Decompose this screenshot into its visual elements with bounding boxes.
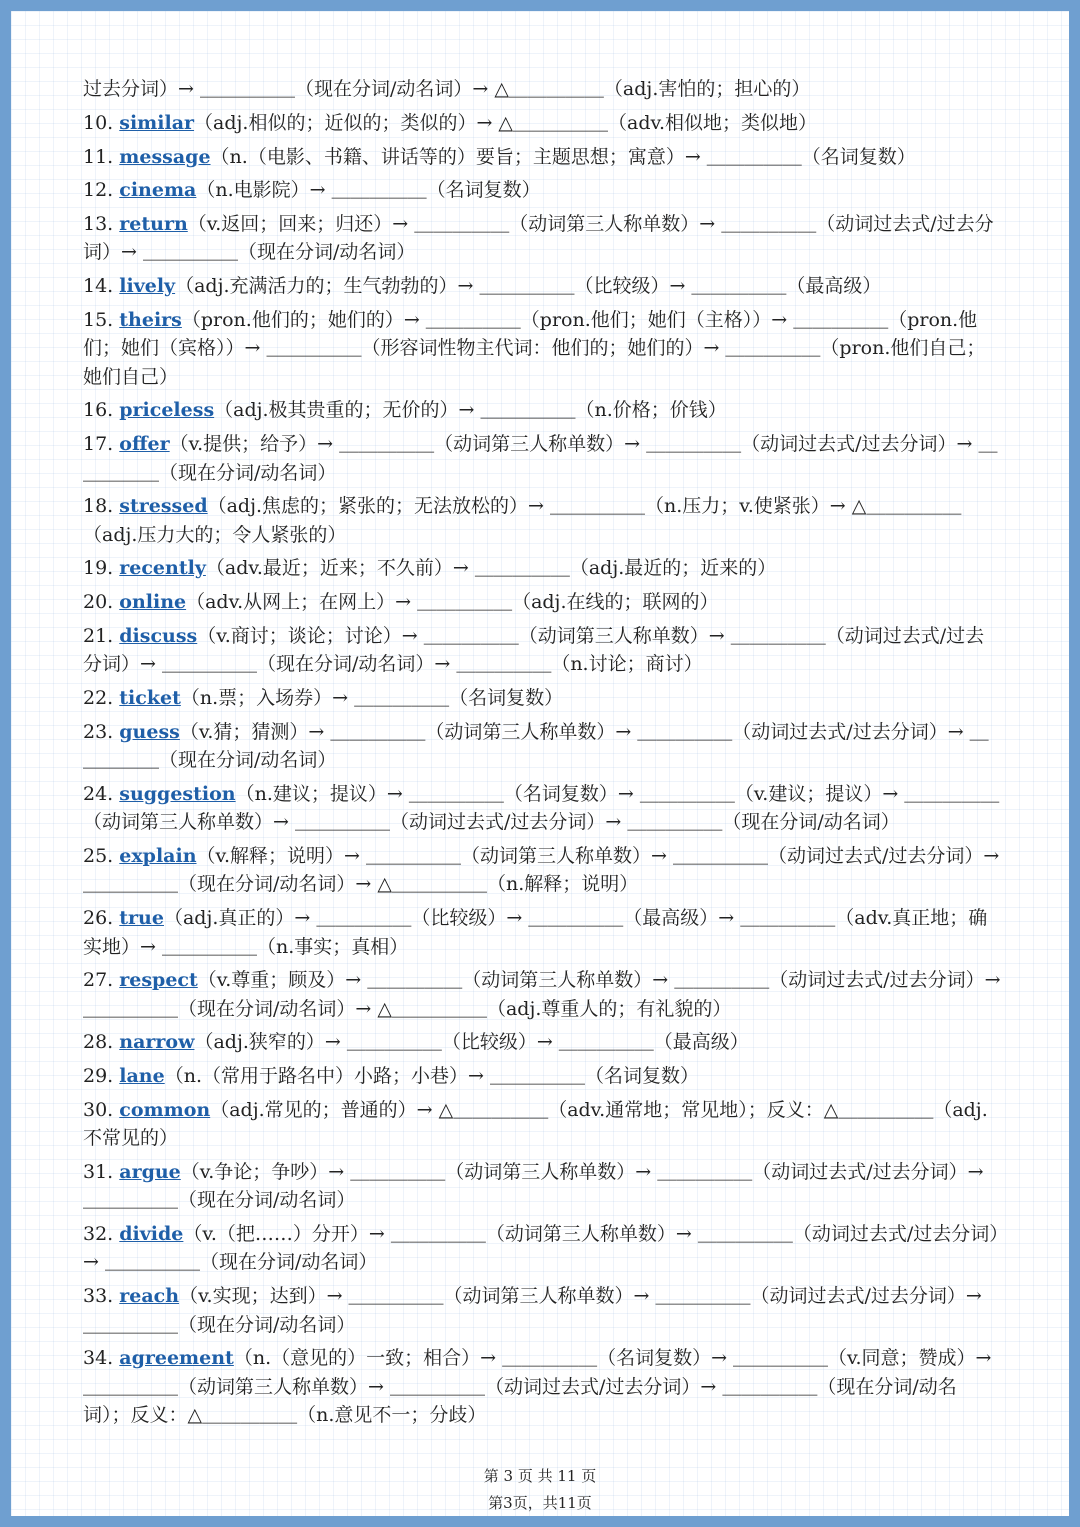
- headword: lane: [119, 1065, 165, 1088]
- entry-number: 13.: [83, 213, 114, 236]
- entry-definition: （pron.他们的；她们的）→ ＿＿＿＿＿（pron.他们；她们（主格））→ ＿＿＿＿＿（pron.他们；她们（宾格））→ ＿＿＿＿＿（形容词性物主代词：他们的；她们的）→ ＿＿＿＿＿（pron.他们自己；她们自己）: [83, 309, 986, 388]
- vocab-entry: [83, 430, 1003, 487]
- entry-definition: （v.猜；猜测）→ ＿＿＿＿＿（动词第三人称单数）→ ＿＿＿＿＿（动词过去式/过去分词）→ ＿＿＿＿＿（现在分词/动名词）: [83, 720, 989, 772]
- entry-definition: （n.票；入场券）→ ＿＿＿＿＿（名词复数）: [180, 687, 564, 710]
- entry-number: 31.: [83, 1161, 114, 1184]
- headword: agreement: [119, 1347, 234, 1370]
- entry-number: 27.: [83, 969, 114, 992]
- headword: theirs: [119, 309, 182, 332]
- headword: similar: [119, 111, 195, 134]
- headword: recently: [119, 557, 206, 580]
- vocab-entry: [83, 210, 1003, 267]
- vocab-entry: [83, 1028, 1003, 1056]
- entry-number: 15.: [83, 309, 114, 332]
- headword: respect: [119, 969, 198, 992]
- word-list: [83, 75, 1003, 1435]
- headword: message: [119, 145, 211, 168]
- headword: lively: [119, 275, 176, 298]
- entry-definition: （adv.从网上；在网上）→ ＿＿＿＿＿（adj.在线的；联网的）: [186, 591, 719, 614]
- entry-definition: （n.（电影、书籍、讲话等的）要旨；主题思想；寓意）→ ＿＿＿＿＿（名词复数）: [210, 145, 916, 168]
- entry-number: 34.: [83, 1347, 114, 1370]
- entry-number: 14.: [83, 275, 114, 298]
- entry-definition: （v.（把……）分开）→ ＿＿＿＿＿（动词第三人称单数）→ ＿＿＿＿＿（动词过去式/过去分词）→ ＿＿＿＿＿（现在分词/动名词）: [83, 1223, 999, 1274]
- entry-definition: （adv.最近；近来；不久前）→ ＿＿＿＿＿（adj.最近的；近来的）: [205, 557, 777, 580]
- entry-definition: （v.解释；说明）→ ＿＿＿＿＿（动词第三人称单数）→ ＿＿＿＿＿（动词过去式/过去分词）→ ＿＿＿＿＿（现在分词/动名词）→ △＿＿＿＿＿（n.解释；说明）: [83, 845, 1000, 896]
- vocab-entry: [83, 306, 1003, 391]
- headword: priceless: [119, 399, 215, 422]
- entry-definition: （adj.极其贵重的；无价的）→ ＿＿＿＿＿（n.价格；价钱）: [214, 399, 727, 422]
- entry-number: 19.: [83, 557, 114, 580]
- vocab-entry: [83, 1158, 1003, 1215]
- vocab-entry: [83, 1062, 1003, 1090]
- headword: argue: [119, 1161, 181, 1184]
- vocab-entry: [83, 718, 1003, 775]
- entry-number: 29.: [83, 1065, 114, 1088]
- entry-number: 32.: [83, 1223, 114, 1246]
- entry-definition: （v.尊重；顾及）→ ＿＿＿＿＿（动词第三人称单数）→ ＿＿＿＿＿（动词过去式/过去分词）→ ＿＿＿＿＿（现在分词/动名词）→ △＿＿＿＿＿（adj.尊重人的；有礼貌的）: [83, 969, 1001, 1020]
- vocab-entry: [83, 684, 1003, 712]
- entry-definition: （v.商讨；谈论；讨论）→ ＿＿＿＿＿（动词第三人称单数）→ ＿＿＿＿＿（动词过去式/过去分词）→ ＿＿＿＿＿（现在分词/动名词）→ ＿＿＿＿＿（n.讨论；商讨）: [83, 625, 985, 676]
- entry-number: 25.: [83, 845, 114, 868]
- entry-definition: （v.提供；给予）→ ＿＿＿＿＿（动词第三人称单数）→ ＿＿＿＿＿（动词过去式/过去分词）→ ＿＿＿＿＿（现在分词/动名词）: [83, 433, 998, 484]
- entry-definition: （v.争论；争吵）→ ＿＿＿＿＿（动词第三人称单数）→ ＿＿＿＿＿（动词过去式/过去分词）→ ＿＿＿＿＿（现在分词/动名词）: [83, 1161, 984, 1212]
- entry-number: 23.: [83, 720, 114, 743]
- continued-line: [83, 75, 1003, 103]
- vocab-entry: [83, 176, 1003, 204]
- headword: narrow: [119, 1031, 195, 1054]
- entry-definition: （adj.焦虑的；紧张的；无法放松的）→ ＿＿＿＿＿（n.压力；v.使紧张）→ △＿＿＿＿＿（adj.压力大的；令人紧张的）: [83, 495, 962, 546]
- entry-definition: （n.建议；提议）→ ＿＿＿＿＿（名词复数）→ ＿＿＿＿＿（v.建议；提议）→ ＿＿＿＿＿（动词第三人称单数）→ ＿＿＿＿＿（动词过去式/过去分词）→ ＿＿＿＿＿（现在分词/动名词）: [83, 783, 1000, 834]
- entry-number: 28.: [83, 1031, 114, 1054]
- vocab-entry: [83, 554, 1003, 582]
- page-number-bottom: 第3页，共11页: [488, 1494, 592, 1512]
- headword: reach: [119, 1285, 180, 1308]
- entry-definition: （adj.充满活力的；生气勃勃的）→ ＿＿＿＿＿（比较级）→ ＿＿＿＿＿（最高级）: [175, 275, 882, 298]
- headword: online: [119, 591, 187, 614]
- headword: offer: [119, 433, 170, 456]
- entry-number: 30.: [83, 1099, 114, 1121]
- vocab-entry: [83, 1220, 1003, 1277]
- entry-number: 22.: [83, 687, 114, 710]
- headword: cinema: [119, 179, 197, 202]
- vocab-entry: [83, 1282, 1003, 1339]
- vocab-entry: [83, 966, 1003, 1023]
- vocab-entry: [83, 1096, 1003, 1153]
- entry-number: 24.: [83, 783, 114, 806]
- vocab-entry: [83, 492, 1003, 549]
- entry-definition: （v.实现；达到）→ ＿＿＿＿＿（动词第三人称单数）→ ＿＿＿＿＿（动词过去式/过去分词）→ ＿＿＿＿＿（现在分词/动名词）: [83, 1285, 982, 1336]
- vocab-entry: [83, 109, 1003, 137]
- entry-number: 16.: [83, 399, 114, 422]
- headword: ticket: [119, 687, 181, 710]
- headword: stressed: [119, 495, 208, 518]
- headword: explain: [119, 845, 197, 868]
- entry-number: 12.: [83, 179, 114, 202]
- page-number-top: 第 3 页 共 11 页: [483, 1467, 597, 1485]
- entry-definition: （n.（意见的）一致；相合）→ ＿＿＿＿＿（名词复数）→ ＿＿＿＿＿（v.同意；赞成）→ ＿＿＿＿＿（动词第三人称单数）→ ＿＿＿＿＿（动词过去式/过去分词）→ ＿＿＿＿＿（现在分词/动名词）；反义：△＿＿＿＿＿（n.意见不一；分歧）: [83, 1347, 992, 1426]
- continued-text: 过去分词）→ ＿＿＿＿＿（现在分词/动名词）→ △＿＿＿＿＿（adj.害怕的；担心的）: [83, 78, 811, 100]
- entry-number: 11.: [83, 145, 114, 168]
- entry-number: 33.: [83, 1285, 114, 1308]
- entry-definition: （adj.真正的）→ ＿＿＿＿＿（比较级）→ ＿＿＿＿＿（最高级）→ ＿＿＿＿＿（adv.真正地；确实地）→ ＿＿＿＿＿（n.事实；真相）: [83, 907, 988, 958]
- entry-definition: （adj.相似的；近似的；类似的）→ △＿＿＿＿＿（adv.相似地；类似地）: [194, 111, 818, 134]
- vocab-entry: [83, 272, 1003, 300]
- headword: guess: [119, 720, 180, 743]
- entry-definition: （adj.常见的；普通的）→ △＿＿＿＿＿（adv.通常地；常见地）；反义：△＿＿＿＿＿（adj.不常见的）: [83, 1099, 988, 1150]
- entry-number: 10.: [83, 111, 114, 134]
- vocab-entry: [83, 143, 1003, 171]
- entry-definition: （n.电影院）→ ＿＿＿＿＿（名词复数）: [196, 179, 541, 202]
- vocab-entry: [83, 396, 1003, 424]
- entry-definition: （adj.狭窄的）→ ＿＿＿＿＿（比较级）→ ＿＿＿＿＿（最高级）: [194, 1031, 749, 1054]
- entry-number: 20.: [83, 591, 114, 614]
- entry-definition: （n.（常用于路名中）小路；小巷）→ ＿＿＿＿＿（名词复数）: [164, 1065, 699, 1088]
- headword: suggestion: [119, 783, 236, 806]
- entry-definition: （v.返回；回来；归还）→ ＿＿＿＿＿（动词第三人称单数）→ ＿＿＿＿＿（动词过去式/过去分词）→ ＿＿＿＿＿（现在分词/动名词）: [83, 213, 994, 264]
- headword: common: [119, 1099, 211, 1121]
- entry-number: 17.: [83, 433, 114, 456]
- headword: discuss: [119, 625, 198, 648]
- headword: divide: [119, 1223, 184, 1246]
- vocab-entry: [83, 622, 1003, 679]
- headword: true: [119, 907, 164, 930]
- vocab-entry: [83, 780, 1003, 837]
- entry-number: 18.: [83, 495, 114, 518]
- entry-number: 21.: [83, 625, 114, 648]
- vocab-entry: [83, 1344, 1003, 1429]
- headword: return: [119, 213, 188, 236]
- vocab-entry: [83, 588, 1003, 616]
- worksheet-page: [11, 11, 1069, 1516]
- vocab-entry: [83, 842, 1003, 899]
- entry-number: 26.: [83, 907, 114, 930]
- vocab-entry: [83, 904, 1003, 961]
